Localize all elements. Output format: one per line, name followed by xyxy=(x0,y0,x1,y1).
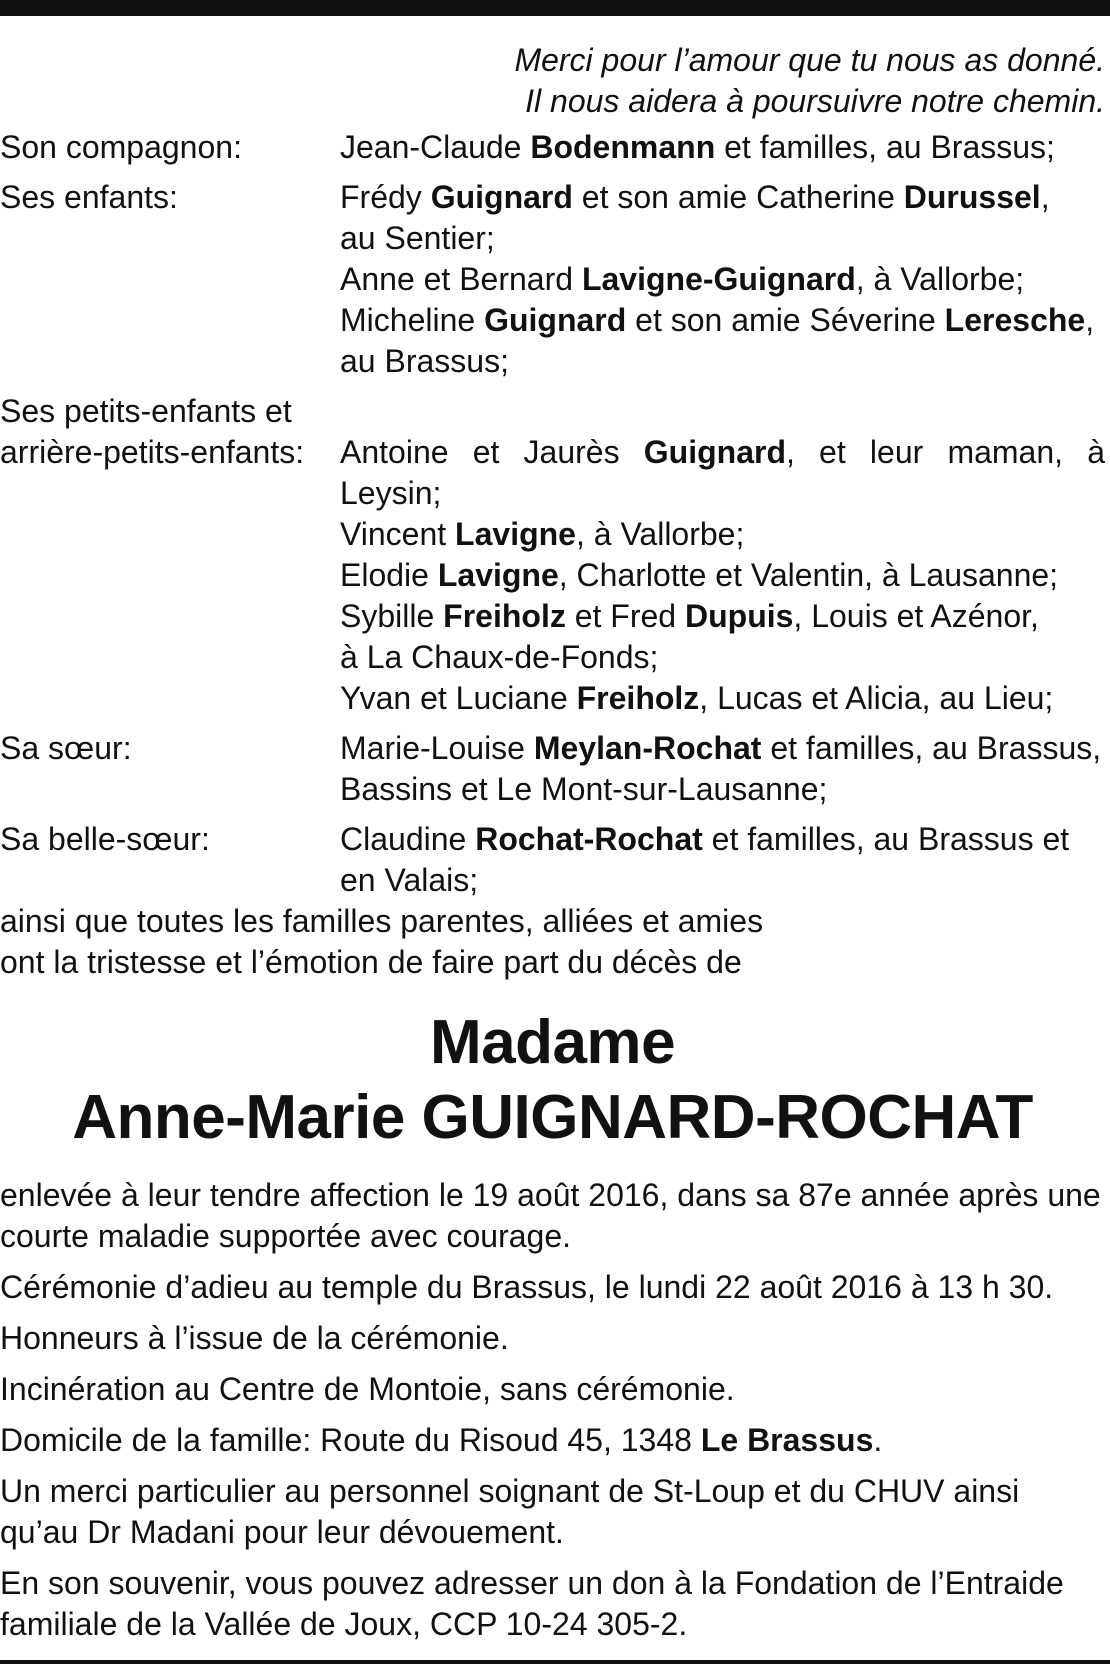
name-line: Antoine et Jaurès Guignard, et leur maman, à Leysin; xyxy=(340,434,1106,511)
relative-label: Sa sœur: xyxy=(0,730,132,766)
relative-label: Ses enfants: xyxy=(0,179,178,215)
paragraph-family-address: Domicile de la famille: Route du Risoud 45, 1348 Le Brassus. xyxy=(0,1422,883,1458)
paragraph-ceremony: Cérémonie d’adieu au temple du Brassus, le lundi 22 août 2016 à 13 h 30. xyxy=(0,1269,1054,1305)
deceased-name-heading xyxy=(0,1005,1105,1155)
name-line: Claudine Rochat-Rochat et familles, au Brassus et xyxy=(340,821,1070,857)
name-line: Sybille Freiholz et Fred Dupuis, Louis et Azénor, xyxy=(340,598,1039,634)
bottom-rule xyxy=(0,1660,1110,1664)
obituary-notice xyxy=(0,40,1105,1655)
relative-row-children xyxy=(0,177,1105,382)
top-rule xyxy=(0,0,1110,16)
deceased-title: Madame xyxy=(429,1008,676,1077)
relative-label: Son compagnon: xyxy=(0,129,242,165)
paragraph-donation: En son souvenir, vous pouvez adresser un don à la Fondation de l’Entraide familiale de la Vallée de Joux, CCP 10-24 305-2. xyxy=(0,1565,1064,1642)
announcement-intro: ainsi que toutes les familles parentes, alliées et amies ont la tristesse et l’émotion de faire part du décès de xyxy=(0,903,764,980)
relative-row-companion xyxy=(0,127,1105,168)
quote-line-2: Il nous aidera à poursuivre notre chemin. xyxy=(525,83,1105,119)
name-line: au Brassus; xyxy=(340,343,509,379)
name-line: en Valais; xyxy=(340,862,479,898)
name-line: Micheline Guignard et son amie Séverine Leresche, xyxy=(340,302,1095,338)
name-line: Frédy Guignard et son amie Catherine Durussel, xyxy=(340,179,1050,215)
relative-names xyxy=(340,177,1105,382)
relatives-list xyxy=(0,127,1105,901)
epigraph-quote xyxy=(0,40,1105,122)
name-line: au Sentier; xyxy=(340,220,495,256)
relative-row-sister-in-law xyxy=(0,819,1105,901)
deceased-name: Anne-Marie GUIGNARD-ROCHAT xyxy=(72,1083,1033,1152)
relative-label: Sa belle-sœur: xyxy=(0,821,210,857)
name-line: Elodie Lavigne, Charlotte et Valentin, à Lausanne; xyxy=(340,557,1059,593)
paragraph-honours: Honneurs à l’issue de la cérémonie. xyxy=(0,1320,509,1356)
relative-row-sister xyxy=(0,728,1105,810)
relative-row-grandchildren xyxy=(0,391,1105,719)
name-line: à La Chaux-de-Fonds; xyxy=(340,639,659,675)
name-line: Marie-Louise Meylan-Rochat et familles, au Brassus, xyxy=(340,730,1102,766)
name-line: Bassins et Le Mont-sur-Lausanne; xyxy=(340,771,828,807)
relative-names xyxy=(340,391,1105,719)
surname: Bodenmann xyxy=(530,129,716,165)
name-line: Yvan et Luciane Freiholz, Lucas et Alicia, au Lieu; xyxy=(340,680,1054,716)
relative-names: Jean-Claude Bodenmann et familles, au Brassus; xyxy=(340,129,1055,165)
relative-label: Ses petits-enfants et arrière-petits-enfants: xyxy=(0,393,305,470)
quote-line-1: Merci pour l’amour que tu nous as donné. xyxy=(514,42,1105,78)
paragraph-thanks: Un merci particulier au personnel soignant de St-Loup et du CHUV ainsi qu’au Dr Madani pour leur dévouement. xyxy=(0,1473,1020,1550)
paragraph-cremation: Incinération au Centre de Montoie, sans cérémonie. xyxy=(0,1371,735,1407)
name-line: Anne et Bernard Lavigne-Guignard, à Vallorbe; xyxy=(340,261,1025,297)
relative-names xyxy=(340,728,1105,810)
paragraph-death-notice: enlevée à leur tendre affection le 19 août 2016, dans sa 87e année après une courte maladie supportée avec courage. xyxy=(0,1177,1101,1254)
name-line: Vincent Lavigne, à Vallorbe; xyxy=(340,516,745,552)
relative-names xyxy=(340,819,1105,901)
